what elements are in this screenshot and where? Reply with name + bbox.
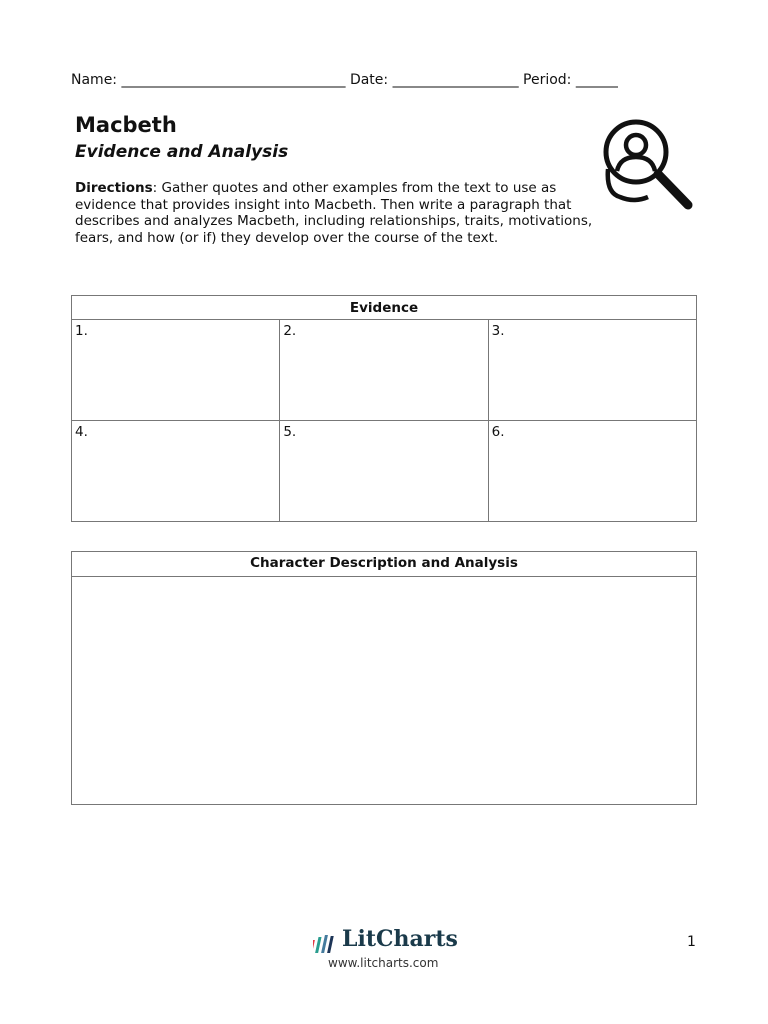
evidence-table xyxy=(71,295,697,522)
evidence-cell[interactable]: 6. xyxy=(488,421,696,522)
evidence-table-header: Evidence xyxy=(72,296,697,320)
footer-brand: LitCharts xyxy=(342,926,458,952)
analysis-box-header: Character Description and Analysis xyxy=(72,552,696,577)
directions-lead: Directions xyxy=(75,180,153,196)
evidence-cell[interactable]: 3. xyxy=(488,320,696,421)
evidence-cell[interactable]: 5. xyxy=(280,421,488,522)
magnifying-glass-person-icon xyxy=(600,113,698,213)
evidence-cell[interactable]: 1. xyxy=(72,320,280,421)
page-number: 1 xyxy=(687,934,696,950)
evidence-row xyxy=(72,320,697,421)
analysis-box[interactable] xyxy=(71,551,697,805)
page-subtitle: Evidence and Analysis xyxy=(75,142,289,162)
date-label: Date: xyxy=(349,72,389,88)
evidence-cell[interactable]: 4. xyxy=(72,421,280,522)
period-label: Period: xyxy=(523,72,572,88)
evidence-cell[interactable]: 2. xyxy=(280,320,488,421)
evidence-row xyxy=(72,421,697,522)
name-label: Name: xyxy=(71,72,118,88)
page-title: Macbeth xyxy=(75,113,177,137)
name-field[interactable]: ________________________________ xyxy=(121,72,346,88)
directions-paragraph xyxy=(75,180,595,246)
footer-url[interactable]: www.litcharts.com xyxy=(328,956,439,970)
student-info-line xyxy=(71,72,618,88)
date-field[interactable]: __________________ xyxy=(392,72,519,88)
period-field[interactable]: ______ xyxy=(575,72,618,88)
litcharts-logo-icon xyxy=(313,930,341,956)
directions-text: : Gather quotes and other examples from the text to use as evidence that provides insight into Macbeth. Then write a paragraph that describes and analyzes Macbeth, including relationships, traits, motivations, fears, and how (or if) they develop over the course of the text. xyxy=(75,180,593,246)
